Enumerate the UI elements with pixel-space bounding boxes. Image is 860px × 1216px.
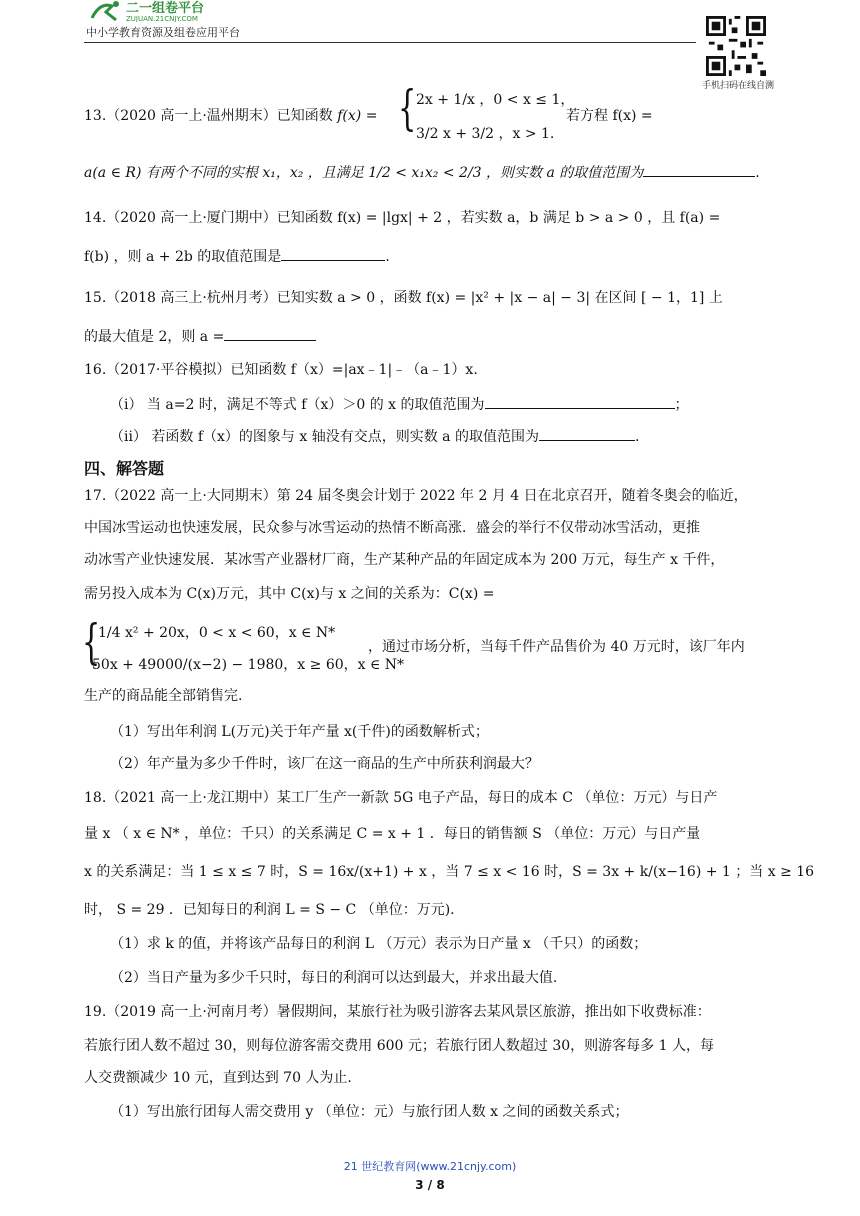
q13-case2: 3/2 x + 3/2 ，x > 1.: [416, 126, 555, 142]
q14-line1: 14.（2020 高一上·厦门期中）已知函数 f(x) = |lgx| + 2 ，若实数 a，b 满足 b > a > 0 ，且 f(a) =: [84, 210, 721, 226]
q19-part1: （1）写出旅行团每人需交费用 y （单位：元）与旅行团人数 x 之间的函数关系式；: [110, 1104, 629, 1120]
qr-code-icon[interactable]: [706, 16, 766, 76]
q15-line2: 的最大值是 2，则 a =: [84, 326, 316, 347]
q19-line3: 人交费额减少 10 元，直到达到 70 人为止.: [84, 1070, 352, 1086]
q16-part1-blank[interactable]: [485, 394, 675, 409]
qr-caption: 手机扫码在线自测: [701, 81, 774, 91]
q13-brace: {: [398, 80, 417, 136]
q18-part1: （1）求 k 的值，并将该产品每日的利润 L （万元）表示为日产量 x （千只）的函数；: [110, 936, 648, 952]
header-subtitle: 中小学教育资源及组卷应用平台: [86, 26, 240, 39]
q16-part1: （i） 当 a=2 时，满足不等式 f（x）＞0 的 x 的取值范围为 ；: [110, 394, 689, 415]
q17-case1: 1/4 x² + 20x，0 < x < 60，x ∈ N*: [98, 625, 336, 641]
q17-part1: （1）写出年利润 L(万元)关于年产量 x(千件)的函数解析式；: [110, 724, 489, 740]
q13-case1: 2x + 1/x ，0 < x ≤ 1，: [416, 92, 575, 108]
q18-line3: x 的关系满足：当 1 ≤ x ≤ 7 时，S = 16x/(x+1) + x ，当 7 ≤ x < 16 时，S = 3x + k/(x−16) + 1 ；当 x ≥ 16: [84, 864, 815, 880]
q15-answer-blank[interactable]: [224, 326, 316, 341]
q13-prefix: 13.（2020 高一上·温州期末）已知函数: [84, 108, 333, 124]
page-number: 3 / 8: [415, 1178, 445, 1192]
q16-line1: 16.（2017·平谷模拟）已知函数 f（x）=|ax﹣1|﹣（a﹣1）x.: [84, 362, 478, 378]
q17-line2: 中国冰雪运动也快速发展，民众参与冰雪运动的热情不断高涨．盛会的举行不仅带动冰雪活动，更推: [84, 520, 700, 536]
q19-line1: 19.（2019 高一上·河南月考）暑假期间，某旅行社为吸引游客去某风景区旅游，推出如下收费标准：: [84, 1004, 711, 1020]
q16-part2: （ii） 若函数 f（x）的图象与 x 轴没有交点，则实数 a 的取值范围为 .: [110, 426, 639, 447]
q14-line2: f(b) ，则 a + 2b 的取值范围是 .: [84, 246, 390, 267]
q18-line4: 时， S = 29 ．已知每日的利润 L = S − C （单位：万元).: [84, 902, 455, 918]
q17-case2: 50x + 49000/(x−2) − 1980，x ≥ 60，x ∈ N*: [92, 657, 405, 673]
q17-brace: {: [82, 614, 101, 670]
q15-line1: 15.（2018 高三上·杭州月考）已知实数 a > 0 ，函数 f(x) = |x² + |x − a| − 3| 在区间 [ − 1，1] 上: [84, 290, 723, 306]
site-logo: [86, 0, 276, 22]
q13-line1: [84, 106, 377, 126]
q16-part2-blank[interactable]: [539, 426, 635, 441]
q17-line1: 17.（2022 高一上·大同期末）第 24 届冬奥会计划于 2022 年 2 月 4 日在北京召开，随着冬奥会的临近，: [84, 488, 748, 504]
q13-line2: a(a ∈ R) 有两个不同的实根 x₁，x₂ ，且满足 1/2 < x₁x₂ < 2/3 ，则实数 a 的取值范围为 .: [84, 162, 760, 183]
q13-fx: f(x) =: [337, 108, 378, 124]
q14-answer-blank[interactable]: [281, 246, 385, 261]
q18-line2: 量 x （ x ∈ N* ，单位：千只）的关系满足 C = x + 1 ．每日的销售额 S （单位：万元）与日产量: [84, 826, 701, 842]
q17-line5-suffix: ，通过市场分析，当每千件产品售价为 40 万元时，该厂年内: [368, 639, 745, 655]
q18-part2: （2）当日产量为多少千只时，每日的利润可以达到最大，并求出最大值.: [110, 970, 558, 986]
logo-text: 二一组卷平台: [126, 1, 205, 16]
section-heading: 四、解答题: [84, 459, 165, 478]
q17-part2: （2）年产量为多少千件时，该厂在这一商品的生产中所获利润最大？: [110, 756, 539, 772]
q19-line2: 若旅行团人数不超过 30，则每位游客需交费用 600 元；若旅行团人数超过 30，则游客每多 1 人，每: [84, 1038, 714, 1054]
q13-suffix: 若方程 f(x) =: [566, 108, 653, 124]
q17-line3: 动冰雪产业快速发展．某冰雪产业器材厂商，生产某种产品的年固定成本为 200 万元，每生产 x 千件，: [84, 552, 725, 568]
q13-answer-blank[interactable]: [643, 162, 755, 177]
logo-url: ZUJUAN.21CNJY.COM: [126, 15, 198, 22]
q18-line1: 18.（2021 高一上·龙江期中）某工厂生产一新款 5G 电子产品，每日的成本 C （单位：万元）与日产: [84, 790, 718, 806]
footer-source: 21 世纪教育网(www.21cnjy.com): [343, 1160, 517, 1173]
q17-line6: 生产的商品能全部销售完.: [84, 688, 243, 704]
q17-line4: 需另投入成本为 C(x)万元，其中 C(x)与 x 之间的关系为：C(x) =: [84, 586, 495, 602]
header-divider: [84, 42, 696, 43]
